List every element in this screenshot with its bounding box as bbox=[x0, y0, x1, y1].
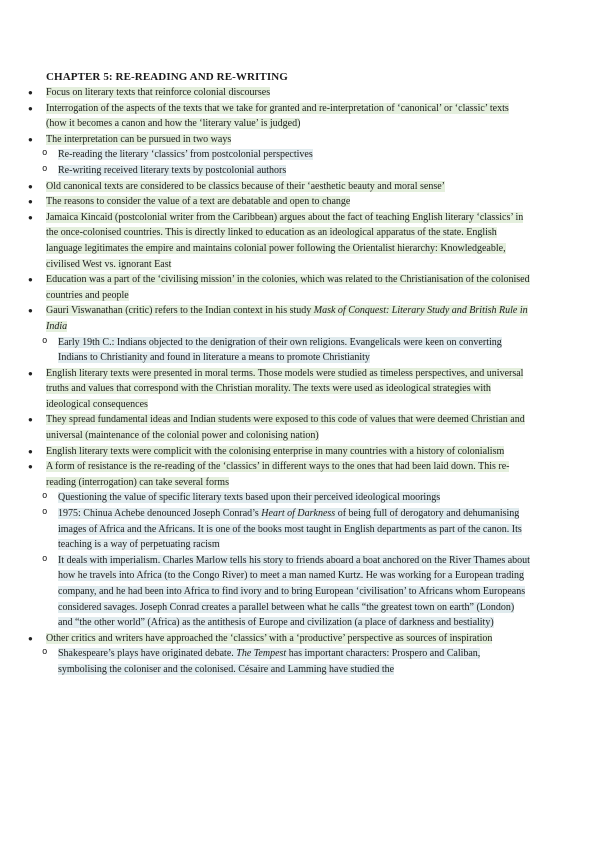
text-run: Old canonical texts are considered to be classics because of their ‘aesthetic beauty and moral sense’ bbox=[46, 180, 446, 192]
bullet-item bbox=[28, 210, 530, 272]
bullet-text bbox=[46, 368, 523, 410]
bullet-text bbox=[58, 149, 313, 160]
text-run: Interrogation of the aspects of the texts that we take for granted and re-interpretation of ‘canonical’ or ‘classic’ texts (how it becomes a canon and how the ‘literary value’ is judged) bbox=[46, 102, 509, 130]
bullet-item bbox=[28, 132, 530, 148]
text-run: Shakespeare’s plays have originated debate. bbox=[58, 648, 237, 660]
bullet-text bbox=[58, 165, 286, 176]
bullet-item bbox=[28, 101, 530, 132]
bullet-text bbox=[46, 196, 350, 207]
notes-list bbox=[28, 85, 530, 678]
bullet-text bbox=[58, 337, 502, 364]
bullet-item bbox=[28, 412, 530, 443]
text-run: Re-writing received literary texts by postcolonial authors bbox=[58, 164, 287, 176]
bullet-item bbox=[28, 366, 530, 413]
text-run: Early 19th C.: Indians objected to the denigration of their own religions. Evangelicals were keen on converting Indians to Christianity and found in literature a means to promote Christianity bbox=[58, 336, 502, 364]
bullet-text bbox=[46, 414, 525, 441]
text-run: English literary texts were complicit with the colonising enterprise in many countries with a history of colonialism bbox=[46, 445, 505, 457]
text-run: Other critics and writers have approached the ‘classics’ with a ‘productive’ perspective as sources of inspiration bbox=[46, 632, 493, 644]
bullet-text bbox=[58, 648, 480, 675]
bullet-text bbox=[46, 87, 270, 98]
bullet-item bbox=[28, 303, 530, 334]
bullet-text bbox=[46, 103, 509, 130]
text-run: Jamaica Kincaid (postcolonial writer from the Caribbean) argues about the fact of teaching English literary ‘classics’ in the once-colonised countries. This is directly linked to education as an ideological apparatus of the state. English language legitimates the empire and maintains colonial power following the Orientalist hierarchy: Knowledgeable, civilised West vs. ignorant East bbox=[46, 211, 524, 270]
text-run: of being full of derogatory and dehumanising images of Africa and the Africans. It is one of the books most taught in English departments as part of the canon. Its teaching is a way of perpetuating racism bbox=[58, 508, 522, 551]
text-run: Focus on literary texts that reinforce colonial discourses bbox=[46, 87, 271, 98]
text-run: English literary texts were presented in moral terms. Those models were studied as timeless perspectives, and universal truths and values that correspond with the Christian morality. The texts were used as ideological strategies with ideological consequences bbox=[46, 367, 524, 410]
bullet-text bbox=[46, 274, 530, 301]
text-run: The reasons to consider the value of a text are debatable and open to change bbox=[46, 196, 351, 208]
bullet-text bbox=[46, 305, 528, 332]
sub-bullet-item bbox=[28, 147, 530, 163]
bullet-item bbox=[28, 179, 530, 195]
bullet-text bbox=[46, 461, 509, 488]
text-run: Gauri Viswanathan (critic) refers to the Indian context in his study bbox=[46, 305, 314, 317]
text-run: has important characters: Prospero and Caliban, symbolising the coloniser and the colonised. Césaire and Lamming have studied the bbox=[58, 648, 481, 675]
sub-bullet-item bbox=[28, 553, 530, 631]
chapter-heading: CHAPTER 5: RE-READING AND RE-WRITING bbox=[46, 71, 288, 83]
text-run: Questioning the value of specific literary texts based upon their perceived ideological moorings bbox=[58, 492, 441, 504]
bullet-text bbox=[46, 181, 445, 192]
bullet-item bbox=[28, 459, 530, 490]
bullet-item bbox=[28, 194, 530, 210]
bullet-text bbox=[58, 492, 440, 503]
italic-title: Mask of Conquest: Literary Study and British Rule in India bbox=[46, 305, 528, 332]
sub-bullet-item bbox=[28, 163, 530, 179]
sub-bullet-item bbox=[28, 506, 530, 553]
sub-bullet-item bbox=[28, 490, 530, 506]
text-run: 1975: Chinua Achebe denounced Joseph Conrad’s bbox=[58, 508, 262, 520]
bullet-item bbox=[28, 444, 530, 460]
text-run: It deals with imperialism. Charles Marlow tells his story to friends aboard a boat anchored on the River Thames about how he travels into Africa (to the Congo River) to meet a man named Kurtz. He was working for a European trading company, and he had been into Africa to find ivory and to bring European ‘civilisation’ to Africans whom Europeans considered savages. Joseph Conrad creates a parallel between what he calls “the greatest town on earth” (London) and “the other world” (Africa) as the antithesis of Europe and civilization (a place of darkness and bestiality) bbox=[58, 554, 530, 629]
bullet-item bbox=[28, 85, 530, 101]
text-run: Re-reading the literary ‘classics’ from postcolonial perspectives bbox=[58, 149, 313, 161]
bullet-text bbox=[46, 134, 231, 145]
text-run: Education was a part of the ‘civilising mission’ in the colonies, which was related to the Christianisation of the colonised countries and people bbox=[46, 274, 530, 301]
sub-bullet-item bbox=[28, 646, 530, 677]
bullet-item bbox=[28, 631, 530, 647]
sub-bullet-item bbox=[28, 335, 530, 366]
bullet-text bbox=[58, 508, 522, 550]
italic-title: Heart of Darkness bbox=[261, 508, 336, 520]
bullet-text bbox=[46, 212, 523, 270]
text-run: The interpretation can be pursued in two ways bbox=[46, 133, 232, 145]
bullet-text bbox=[46, 446, 504, 457]
bullet-text bbox=[46, 633, 492, 644]
italic-title: The Tempest bbox=[236, 648, 287, 660]
text-run: They spread fundamental ideas and Indian students were exposed to this code of values that were deemed Christian and universal (maintenance of the colonial power and colonising nation) bbox=[46, 414, 525, 442]
bullet-item bbox=[28, 272, 530, 303]
bullet-text bbox=[58, 555, 530, 628]
text-run: A form of resistance is the re-reading of the ‘classics’ in different ways to the ones that had been laid down. This re-reading (interrogation) can take several forms bbox=[46, 461, 510, 488]
